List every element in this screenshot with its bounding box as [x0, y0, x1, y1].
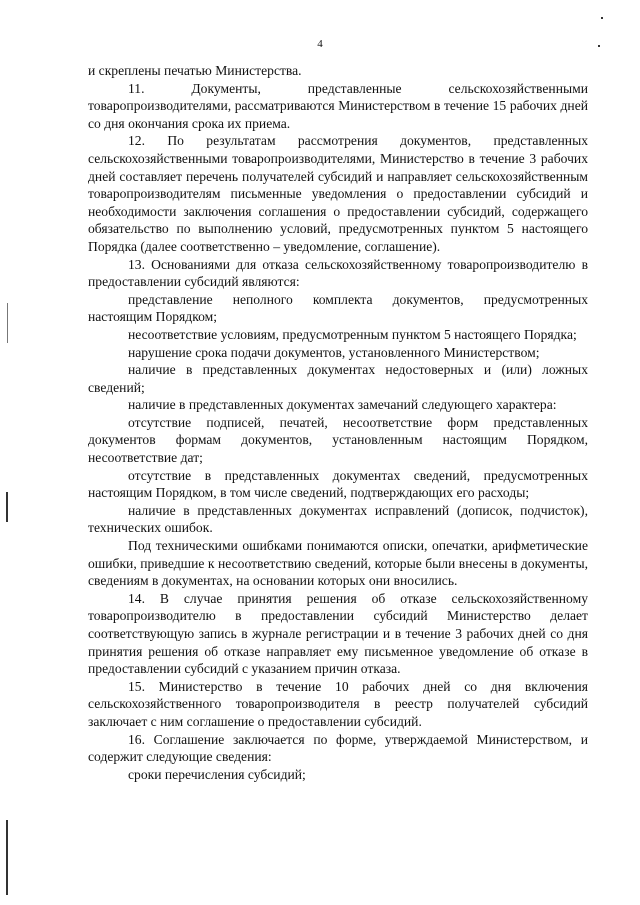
scan-mark-right	[598, 45, 600, 47]
paragraph: 14. В случае принятия решения об отказе сельскохозяйственному товаропроизводителю в предоставлении субсидий Министерство делает соответствующую запись в журнале регистрации и в течение 3 рабочих дней со дня принятия решения об отказе направляет ему письменное уведомление об отказе в предоставлении субсидий с указанием причин отказа.	[88, 590, 588, 677]
paragraph: и скреплены печатью Министерства.	[88, 63, 302, 78]
paragraph: несоответствие условиям, предусмотренным пунктом 5 настоящего Порядка;	[128, 326, 577, 342]
paragraph: 12. По результатам рассмотрения документов, представленных сельскохозяйственными товаропроизводителями, Министерство в течение 3 рабочих дней составляет перечень получателей субсидий и направляет сельскохозяйственным товаропроизводителям письменные уведомления о предоставлении субсидий и необходимости заключения соглашения о предоставлении субсидий, содержащего обязательство по выполнению условий, предусмотренных пунктом 5 настоящего Порядка (далее соответственно – уведомление, соглашение).	[88, 133, 588, 254]
scan-mark-left-lower	[6, 820, 8, 895]
paragraph: 13. Основаниями для отказа сельскохозяйственному товаропроизводителю в предоставлении субсидий являются:	[88, 256, 588, 290]
paragraph: отсутствие подписей, печатей, несоответствие форм представленных документов формам документов, установленным настоящим Порядком, несоответствие дат;	[88, 414, 588, 466]
paragraph: 16. Соглашение заключается по форме, утверждаемой Министерством, и содержит следующие сведения:	[88, 731, 588, 765]
paragraph: наличие в представленных документах замечаний следующего характера:	[128, 397, 557, 413]
paragraph: 11. Документы, представленные сельскохозяйственными товаропроизводителями, рассматриваются Министерством в течение 15 рабочих дней со дня окончания срока их приема.	[88, 80, 588, 131]
paragraph: нарушение срока подачи документов, установленного Министерством;	[128, 344, 540, 360]
paragraph: представление неполного комплекта документов, предусмотренных настоящим Порядком;	[88, 291, 588, 325]
scan-mark-left-upper	[7, 303, 8, 343]
paragraph: отсутствие в представленных документах сведений, предусмотренных настоящим Порядком, в том числе сведений, подтверждающих его расходы;	[88, 467, 588, 501]
paragraph: наличие в представленных документах недостоверных и (или) ложных сведений;	[88, 362, 588, 395]
paragraph: Под техническими ошибками понимаются описки, опечатки, арифметические ошибки, приведшие к несоответствию сведений, которые были внесены в документы, сведениям в документах, на основании которых они вносились.	[88, 538, 588, 589]
scan-mark-left-middle	[6, 492, 8, 522]
paragraph: сроки перечисления субсидий;	[128, 766, 306, 782]
scan-mark-top-right	[601, 17, 603, 19]
paragraph: 15. Министерство в течение 10 рабочих дней со дня включения сельскохозяйственного товаропроизводителя в реестр получателей субсидий заключает с ним соглашение о предоставлении субсидий.	[88, 678, 588, 729]
page-number: 4	[317, 38, 323, 50]
document-body	[88, 62, 588, 783]
paragraph: наличие в представленных документах исправлений (дописок, подчисток), технических ошибок.	[88, 502, 588, 536]
